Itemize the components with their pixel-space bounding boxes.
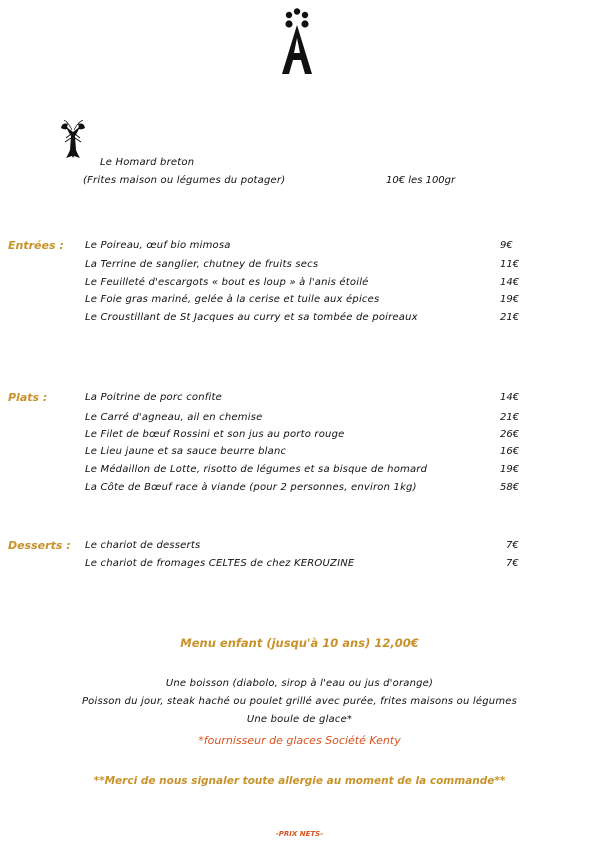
menu-item-price: 26€ [500, 429, 520, 440]
menu-item-entree: Le Feuilleté d'escargots « bout es loup » à l'anis étoilé [85, 277, 369, 288]
menu-item-entree: La Terrine de sanglier, chutney de fruits secs [85, 259, 319, 270]
menu-item-plat: La Côte de Bœuf race à viande (pour 2 personnes, environ 1kg) [85, 482, 417, 493]
section-label-plats: Plats : [8, 391, 48, 404]
kids-menu-line: Une boule de glace* [246, 714, 353, 725]
menu-item-price: 21€ [500, 412, 520, 423]
kids-menu-line: Poisson du jour, steak haché ou poulet grillé avec purée, frites maisons ou légumes [81, 696, 518, 707]
lobster-name: Le Homard breton [100, 157, 195, 168]
menu-item-price: 58€ [500, 482, 520, 493]
ice-cream-supplier-note: *fournisseur de glaces Société Kenty [198, 734, 401, 747]
menu-item-entree: Le Croustillant de St Jacques au curry et sa tombée de poireaux [85, 312, 418, 323]
menu-item-entree: Le Foie gras mariné, gelée à la cerise et tuile aux épices [85, 294, 380, 305]
menu-item-price: 19€ [500, 294, 520, 305]
menu-item-dessert: Le chariot de desserts [85, 540, 201, 551]
menu-item-plat: Le Filet de bœuf Rossini et son jus au porto rouge [85, 429, 345, 440]
kids-menu-line: Une boisson (diabolo, sirop à l'eau ou jus d'orange) [165, 678, 434, 689]
menu-item-price: 14€ [500, 392, 520, 403]
menu-item-plat: Le Carré d'agneau, ail en chemise [85, 412, 263, 423]
net-prices-footer: -PRIX NETS- [275, 830, 324, 838]
section-label-entrees: Entrées : [8, 239, 64, 252]
menu-item-price: 16€ [500, 446, 520, 457]
lobster-icon [58, 120, 88, 160]
kids-menu-title: Menu enfant (jusqu'à 10 ans) 12,00€ [180, 636, 419, 650]
menu-item-price: 21€ [500, 312, 520, 323]
menu-item-price: 14€ [500, 277, 520, 288]
menu-item-price: 7€ [506, 540, 519, 551]
lobster-price: 10€ les 100gr [386, 175, 456, 186]
lobster-detail: (Frites maison ou légumes du potager) [83, 175, 286, 186]
allergy-note: **Merci de nous signaler toute allergie au moment de la commande** [93, 775, 506, 787]
menu-item-entree: Le Poireau, œuf bio mimosa [85, 240, 231, 251]
menu-item-plat: La Poitrine de porc confite [85, 392, 222, 403]
menu-item-price: 11€ [500, 259, 520, 270]
section-label-desserts: Desserts : [8, 539, 71, 552]
restaurant-logo-icon [272, 8, 322, 78]
menu-item-price: 7€ [506, 558, 519, 569]
menu-item-price: 19€ [500, 464, 520, 475]
menu-item-price: 9€ [500, 240, 513, 251]
menu-item-dessert: Le chariot de fromages CELTES de chez KEROUZINE [85, 558, 355, 569]
menu-item-plat: Le Médaillon de Lotte, risotto de légumes et sa bisque de homard [85, 464, 428, 475]
menu-item-plat: Le Lieu jaune et sa sauce beurre blanc [85, 446, 287, 457]
